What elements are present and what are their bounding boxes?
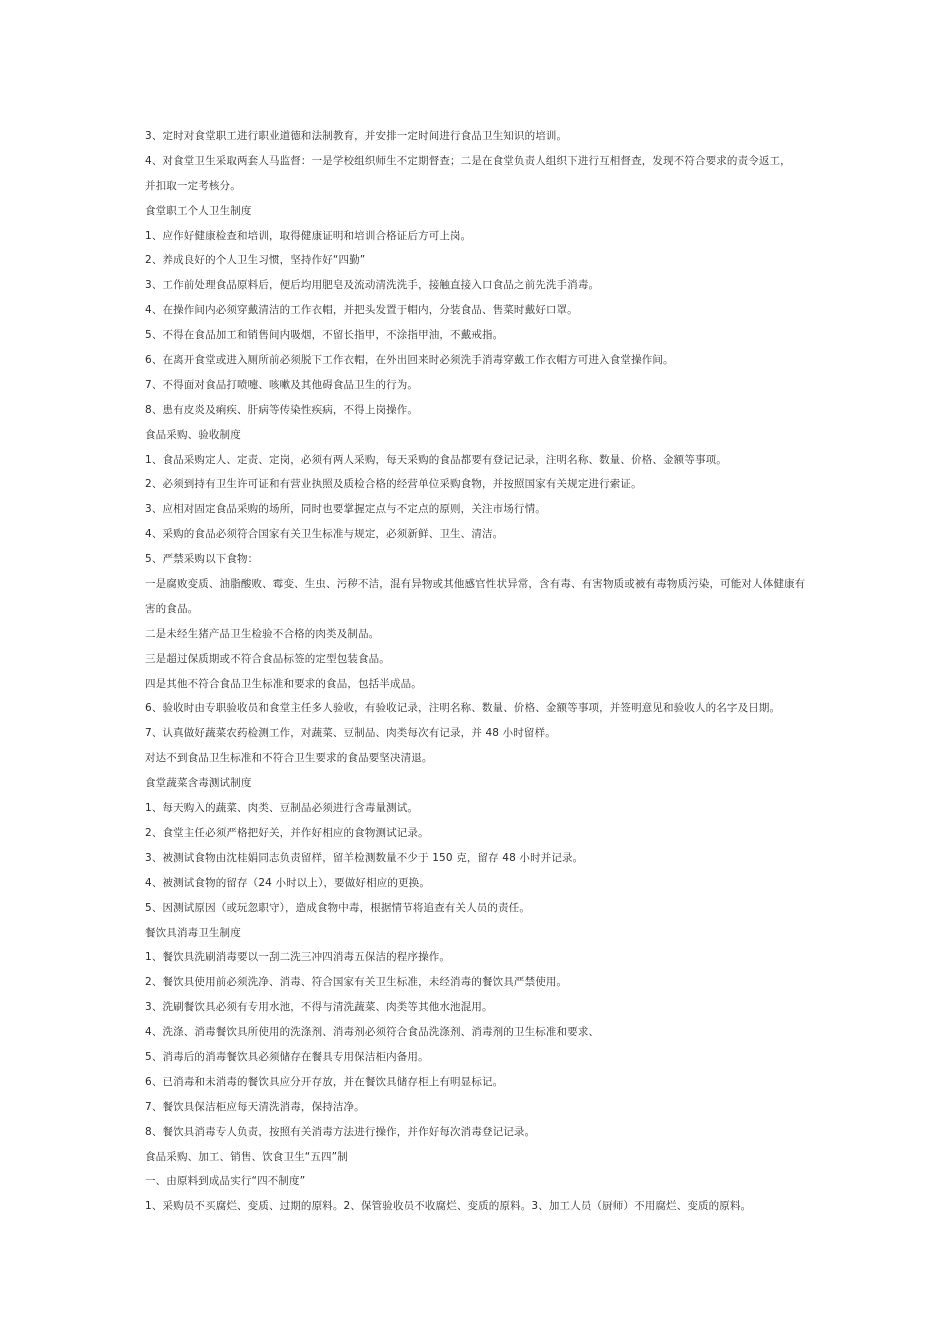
section-heading: 餐饮具消毒卫生制度 [145,926,241,939]
text-line: 二是未经生猪产品卫生检验不合格的肉类及制品。 [145,627,380,640]
text-line: 一、由原料到成品实行“四不制度” [145,1175,306,1188]
section-heading: 食堂蔬菜含毒测试制度 [145,777,252,790]
text-line: 1、应作好健康检查和培训，取得健康证明和培训合格证后方可上岗。 [145,229,472,242]
text-line: 四是其他不符合食品卫生标准和要求的食品，包括半成品。 [145,677,422,690]
text-line: 3、定时对食堂职工进行职业道德和法制教育，并安排一定时间进行食品卫生知识的培训。 [145,130,568,142]
text-line: 一是腐败变质、油脂酸败、霉变、生虫、污秽不洁，混有异物或其他感官性状异常，含有毒、有害物质或被有毒物质污染，可能对人体健康有 [145,578,806,591]
text-line: 4、洗涤、消毒餐饮具所使用的洗涤剂、消毒剂必须符合食品洗涤剂、消毒剂的卫生标准和要求、 [145,1026,600,1039]
text-line: 2、养成良好的个人卫生习惯，坚持作好“四勤” [145,254,366,267]
text-line: 2、食堂主任必须严格把好关，并作好相应的食物测试记录。 [145,826,429,839]
text-line: 1、食品采购定人、定责、定岗，必须有两人采购，每天采购的食品都要有登记记录，注明名称、数量、价格、金额等事项。 [145,453,727,466]
text-line: 5、消毒后的消毒餐饮具必须储存在餐具专用保洁柜内备用。 [145,1050,429,1063]
text-line: 对达不到食品卫生标准和不符合卫生要求的食品要坚决清退。 [145,752,433,765]
text-line: 8、患有皮炎及痢疾、肝病等传染性疾病，不得上岗操作。 [145,403,419,416]
text-line: 1、采购员不买腐烂、变质、过期的原料。2、保管验收员不收腐烂、变质的原料。3、加工人员（厨师）不用腐烂、变质的原料。 [145,1200,752,1213]
text-line: 6、在离开食堂或进入厕所前必须脱下工作衣帽，在外出回来时必须洗手消毒穿戴工作衣帽方可进入食堂操作间。 [145,354,674,367]
text-line: 8、餐饮具消毒专人负责，按照有关消毒方法进行操作，并作好每次消毒登记记录。 [145,1125,536,1138]
text-line: 7、餐饮具保洁柜应每天清洗消毒，保持洁净。 [145,1100,365,1113]
text-line: 6、已消毒和未消毒的餐饮具应分开存放，并在餐饮具储存柜上有明显标记。 [145,1075,504,1088]
text-line: 4、被测试食物的留存（24 小时以上），要做好相应的更换。 [145,876,430,889]
text-line: 2、必须到持有卫生许可证和有营业执照及质检合格的经营单位采购食物，并按照国家有关规定进行索证。 [145,478,642,491]
text-line: 害的食品。 [145,602,199,615]
text-line: 3、工作前处理食品原料后，便后均用肥皂及流动清洗洗手，接触直接入口食品之前先洗手消毒。 [145,279,600,292]
text-line: 4、对食堂卫生采取两套人马监督：一是学校组织师生不定期督查；二是在食堂负责人组织下进行互相督查，发现不符合要求的责令返工， [145,154,791,167]
section-heading: 食品采购、加工、销售、饮食卫生“五四”制 [145,1150,348,1163]
document-body [145,124,825,1219]
text-line: 4、在操作间内必须穿戴清洁的工作衣帽，并把头发置于帽内，分装食品、售菜时戴好口罩。 [145,304,578,317]
text-line: 3、应相对固定食品采购的场所，同时也要掌握定点与不定点的原则，关注市场行情。 [145,503,546,516]
text-line: 6、验收时由专职验收员和食堂主任多人验收，有验收记录，注明名称、数量、价格、金额等事项，并签明意见和验收人的名字及日期。 [145,702,781,715]
text-line: 并扣取一定考核分。 [145,179,241,192]
text-line: 4、采购的食品必须符合国家有关卫生标准与规定，必须新鲜、卫生、清洁。 [145,528,504,541]
text-line: 5、严禁采购以下食物： [145,553,259,566]
text-line: 1、餐饮具洗刷消毒要以一刮二洗三冲四消毒五保洁的程序操作。 [145,951,451,964]
text-line: 7、认真做好蔬菜农药检测工作，对蔬菜、豆制品、肉类每次有记录，并 48 小时留样。 [145,727,556,740]
text-line: 7、不得面对食品打喷嚏、咳嗽及其他碍食品卫生的行为。 [145,378,419,391]
text-line: 2、餐饮具使用前必须洗净、消毒、符合国家有关卫生标准，未经消毒的餐饮具严禁使用。 [145,976,568,989]
text-line: 3、被测试食物由沈桂娟同志负责留样，留羊检测数量不少于 150 克，留存 48 小时并记录。 [145,851,584,864]
text-line: 5、不得在食品加工和销售间内吸烟，不留长指甲，不涂指甲油，不戴戒指。 [145,329,504,342]
text-line: 5、因测试原因（或玩忽职守），造成食物中毒，根据情节将追查有关人员的责任。 [145,901,530,914]
text-line: 1、每天购入的蔬菜、肉类、豆制品必须进行含毒量测试。 [145,802,419,815]
text-line: 3、洗刷餐饮具必须有专用水池，不得与清洗蔬菜、肉类等其他水池混用。 [145,1001,493,1014]
section-heading: 食堂职工个人卫生制度 [145,204,252,217]
section-heading: 食品采购、验收制度 [145,428,241,441]
text-line: 三是超过保质期或不符合食品标签的定型包装食品。 [145,652,390,665]
